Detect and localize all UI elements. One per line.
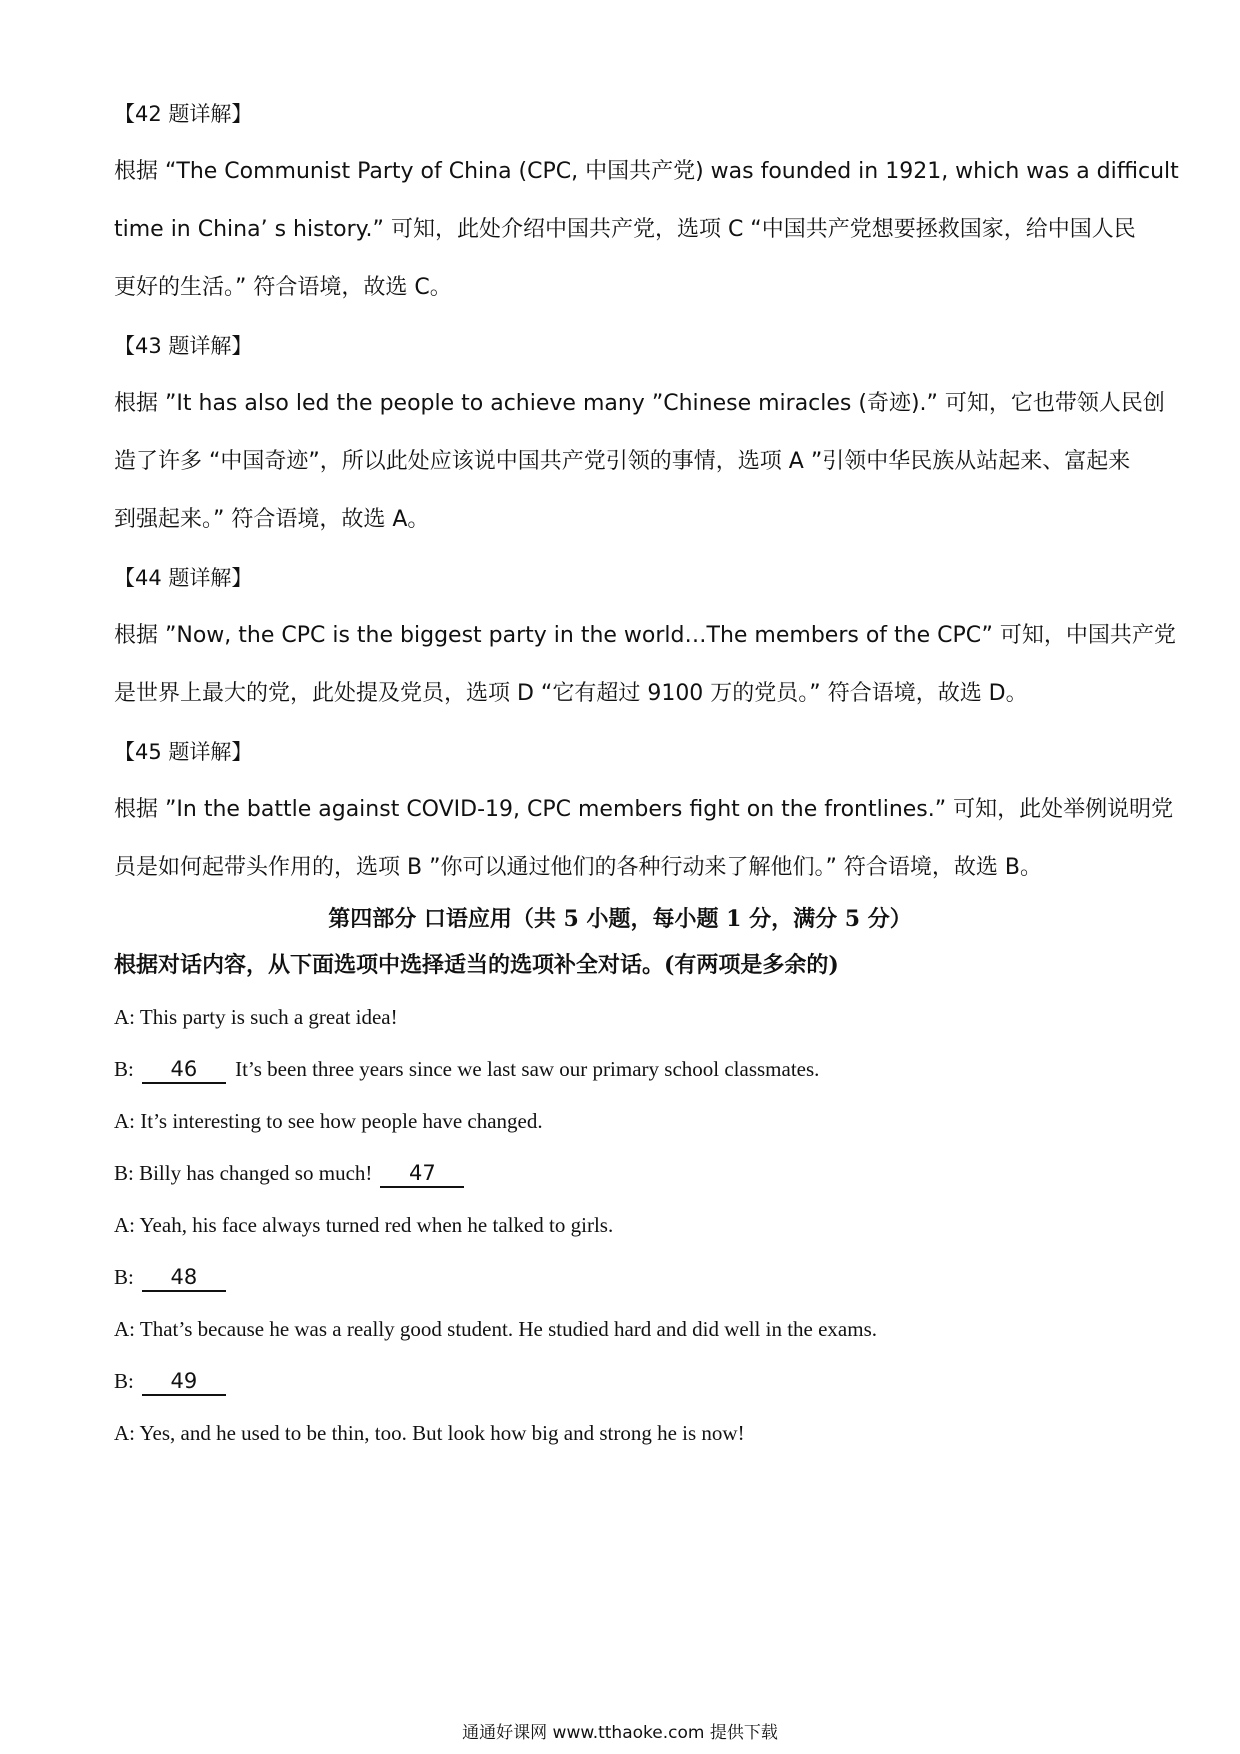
dialogue-line [114,1002,1134,1032]
explanation-44-line-1: 根据 ”Now, the CPC is the biggest party in the world…The members of the CPC” 可知，中国共产党 [114,623,1176,648]
explanation-heading-42: 【42 题详解】 [114,102,253,126]
dialogue-speaker: B: [114,1369,134,1393]
dialogue-line [114,1210,1134,1240]
dialogue-speaker: A: [114,1317,135,1341]
explanation-43-line-3: 到强起来。” 符合语境，故选 A。 [114,507,430,532]
dialogue-text: It’s been three years since we last saw our primary school classmates. [235,1057,820,1081]
dialogue-line [114,1262,1134,1292]
explanation-43-line-1: 根据 ”It has also led the people to achieve many ”Chinese miracles (奇迹).” 可知，它也带领人民创 [114,391,1165,416]
dialogue-text: This party is such a great idea! [139,1005,398,1029]
answer-blank-47[interactable]: 47 [380,1160,464,1188]
dialogue-line [114,1314,1134,1344]
explanation-heading-45: 【45 题详解】 [114,740,253,764]
explanation-42-line-1: 根据 “The Communist Party of China (CPC, 中国共产党) was founded in 1921, which was a difficult [114,159,1179,184]
explanation-42-line-3: 更好的生活。” 符合语境，故选 C。 [114,275,452,300]
dialogue-text: Yeah, his face always turned red when he talked to girls. [139,1213,614,1237]
explanation-heading-44: 【44 题详解】 [114,566,253,590]
dialogue-text: Billy has changed so much! [139,1161,373,1185]
dialogue-speaker: B: [114,1161,134,1185]
explanation-45-line-1: 根据 ”In the battle against COVID-19, CPC members fight on the frontlines.” 可知，此处举例说明党 [114,797,1174,822]
dialogue-line [114,1418,1134,1448]
dialogue-speaker: B: [114,1057,134,1081]
explanation-42-line-2: time in China’ s history.” 可知，此处介绍中国共产党，选项 C “中国共产党想要拯救国家，给中国人民 [114,217,1136,242]
section-instruction: 根据对话内容，从下面选项中选择适当的选项补全对话。(有两项是多余的) [114,952,839,978]
explanation-44-line-2: 是世界上最大的党，此处提及党员，选项 D “它有超过 9100 万的党员。” 符合语境，故选 D。 [114,681,1028,706]
explanation-43-line-2: 造了许多 “中国奇迹”，所以此处应该说中国共产党引领的事情，选项 A ”引领中华民族从站起来、富起来 [114,449,1131,474]
explanation-45-line-2: 员是如何起带头作用的，选项 B ”你可以通过他们的各种行动来了解他们。” 符合语境，故选 B。 [114,855,1042,880]
dialogue-speaker: B: [114,1265,134,1289]
answer-blank-46[interactable]: 46 [142,1056,226,1084]
dialogue-line [114,1158,1134,1188]
dialogue-speaker: A: [114,1005,135,1029]
answer-blank-48[interactable]: 48 [142,1264,226,1292]
explanation-heading-43: 【43 题详解】 [114,334,253,358]
dialogue-speaker: A: [114,1109,135,1133]
dialogue-line [114,1106,1134,1136]
section-title: 第四部分 口语应用（共 5 小题，每小题 1 分，满分 5 分） [328,906,912,932]
dialogue-text: It’s interesting to see how people have changed. [140,1109,543,1133]
answer-blank-49[interactable]: 49 [142,1368,226,1396]
dialogue-line [114,1054,1134,1084]
dialogue-text: That’s because he was a really good student. He studied hard and did well in the exams. [139,1317,877,1341]
dialogue-line [114,1366,1134,1396]
page-footer: 通通好课网 www.tthaoke.com 提供下载 [462,1723,778,1743]
dialogue-text: Yes, and he used to be thin, too. But look how big and strong he is now! [139,1421,745,1445]
dialogue-speaker: A: [114,1421,135,1445]
dialogue-speaker: A: [114,1213,135,1237]
